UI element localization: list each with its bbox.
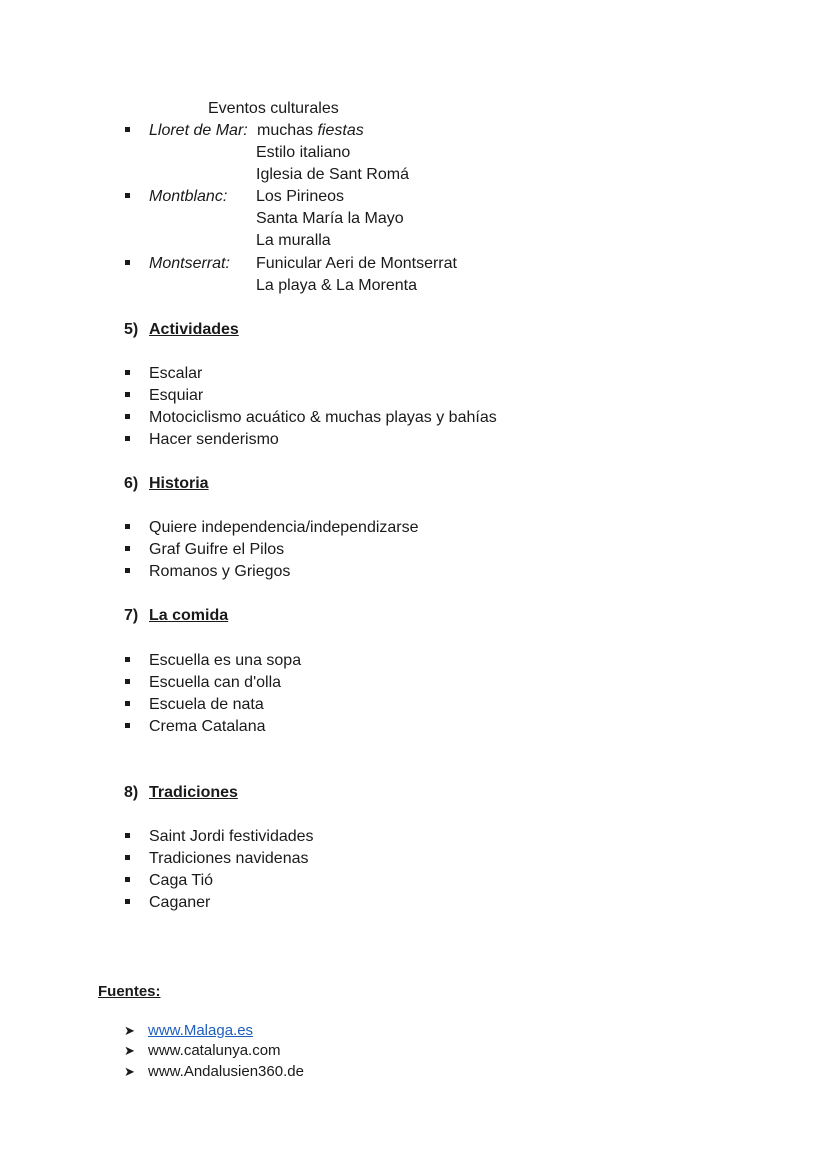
section-number: 6): [124, 475, 139, 492]
section-heading-comida: [124, 605, 228, 627]
list-item: Motociclismo acuático & muchas playas y bahías: [149, 409, 497, 426]
section-number: 7): [124, 607, 139, 624]
section-title: Tradiciones: [149, 784, 238, 801]
section-title: Actividades: [149, 321, 239, 338]
eventos-label-montblanc: Montblanc:: [149, 188, 228, 205]
eventos-value-lloret-italic: fiestas: [317, 122, 364, 139]
list-item: Graf Guifre el Pilos: [149, 541, 285, 558]
source-text-andalusien: www.Andalusien360.de: [148, 1063, 304, 1080]
list-item: Caga Tió: [149, 872, 214, 889]
list-item: Escuela de nata: [149, 696, 264, 713]
list-item: Quiere independencia/independizarse: [149, 519, 419, 536]
section-number: 8): [124, 784, 139, 801]
square-bullet-icon: [125, 392, 130, 397]
square-bullet-icon: [125, 546, 130, 551]
list-item: Esquiar: [149, 387, 204, 404]
eventos-value-montblanc: Los Pirineos: [256, 188, 345, 205]
square-bullet-icon: [125, 701, 130, 706]
section-heading-actividades: [124, 319, 239, 341]
square-bullet-icon: [125, 679, 130, 684]
source-text-catalunya: www.catalunya.com: [148, 1042, 281, 1059]
fuentes-title: Fuentes:: [98, 983, 161, 1000]
eventos-extra-line: Estilo italiano: [256, 144, 351, 161]
list-item: Tradiciones navidenas: [149, 850, 309, 867]
eventos-extra-line: Iglesia de Sant Romá: [256, 166, 409, 183]
eventos-label-lloret: Lloret de Mar:: [149, 122, 248, 139]
square-bullet-icon: [125, 193, 130, 198]
list-item: Hacer senderismo: [149, 431, 279, 448]
eventos-extra-line: Santa María la Mayo: [256, 210, 404, 227]
source-link-malaga[interactable]: www.Malaga.es: [148, 1022, 254, 1039]
square-bullet-icon: [125, 127, 130, 132]
square-bullet-icon: [125, 899, 130, 904]
section-number: 5): [124, 321, 139, 338]
square-bullet-icon: [125, 855, 130, 860]
square-bullet-icon: [125, 657, 130, 662]
square-bullet-icon: [125, 414, 130, 419]
square-bullet-icon: [125, 436, 130, 441]
square-bullet-icon: [125, 723, 130, 728]
eventos-value-lloret-prefix: muchas: [257, 122, 318, 139]
list-item: Saint Jordi festividades: [149, 828, 314, 845]
list-item: Caganer: [149, 894, 211, 911]
square-bullet-icon: [125, 568, 130, 573]
square-bullet-icon: [125, 524, 130, 529]
eventos-label-montserrat: Montserrat:: [149, 255, 230, 272]
section-title: Historia: [149, 475, 209, 492]
list-item: Escuella can d'olla: [149, 674, 282, 691]
arrow-bullet-icon: ➤: [124, 1043, 135, 1058]
list-item: Romanos y Griegos: [149, 563, 291, 580]
square-bullet-icon: [125, 370, 130, 375]
eventos-extra-line: La muralla: [256, 232, 331, 249]
arrow-bullet-icon: ➤: [124, 1064, 135, 1079]
section-heading-historia: [124, 473, 209, 495]
eventos-value-lloret: [257, 120, 364, 142]
list-item: Escalar: [149, 365, 203, 382]
section-title: La comida: [149, 607, 229, 624]
eventos-extra-line: La playa & La Morenta: [256, 277, 417, 294]
square-bullet-icon: [125, 833, 130, 838]
square-bullet-icon: [125, 877, 130, 882]
square-bullet-icon: [125, 260, 130, 265]
arrow-bullet-icon: ➤: [124, 1023, 135, 1038]
eventos-value-montserrat: Funicular Aeri de Montserrat: [256, 255, 457, 272]
section-heading-tradiciones: [124, 782, 238, 804]
list-item: Crema Catalana: [149, 718, 266, 735]
list-item: Escuella es una sopa: [149, 652, 302, 669]
eventos-title: Eventos culturales: [208, 100, 339, 117]
